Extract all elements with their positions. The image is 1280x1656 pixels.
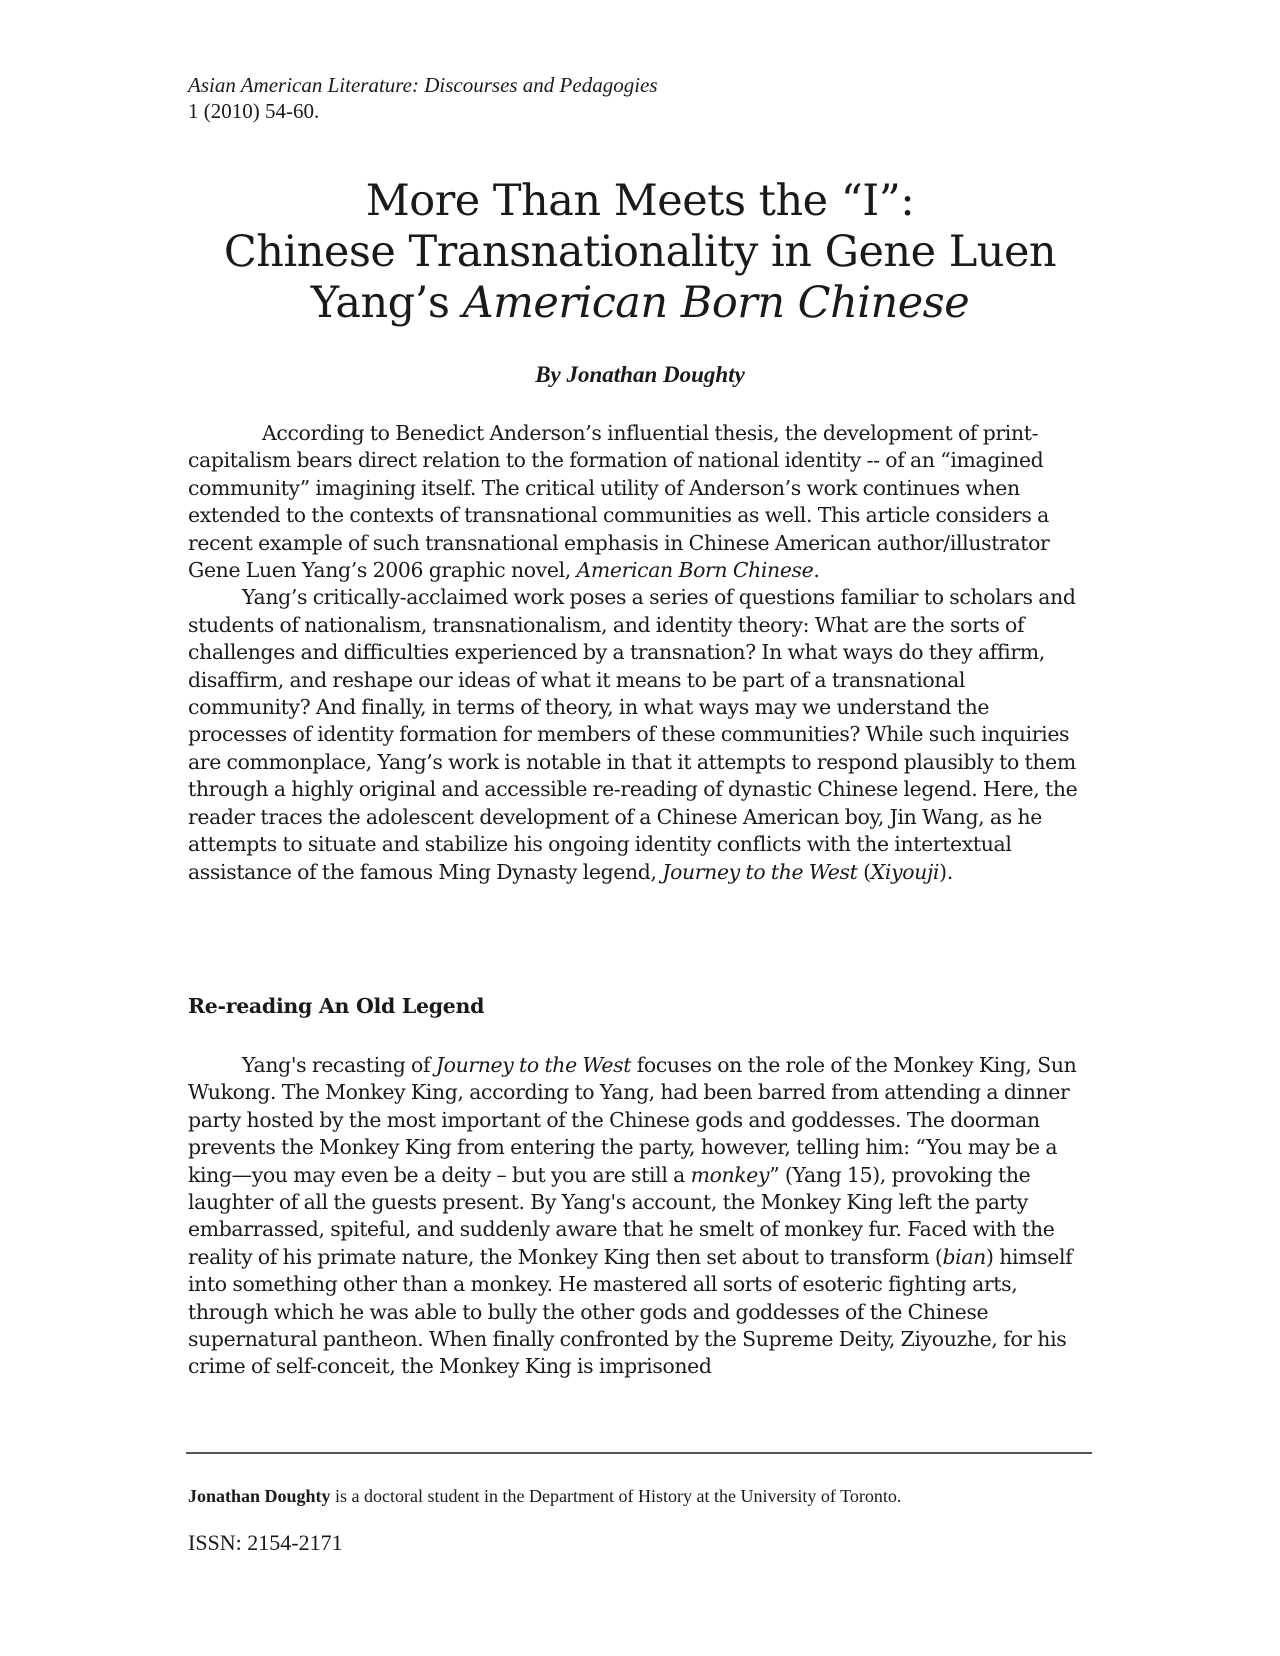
paragraph-3-legend-title: Journey to the West — [435, 1053, 632, 1077]
section-heading: Re-reading An Old Legend — [188, 994, 485, 1018]
journal-title: Asian American Literature: Discourses and Pedagogies — [188, 73, 658, 97]
byline: By Jonathan Doughty — [535, 362, 745, 387]
title-line-3 — [0, 278, 1280, 329]
intro-body — [188, 420, 1090, 886]
footnote-author-name: Jonathan Doughty — [188, 1486, 331, 1506]
paragraph-3-monkey: monkey — [690, 1162, 770, 1187]
paragraph-1-end: . — [813, 558, 820, 583]
footnote-divider — [186, 1452, 1092, 1454]
title-line-2: Chinese Transnationality in Gene Luen — [223, 227, 1057, 277]
issn-number: ISSN: 2154-2171 — [188, 1530, 343, 1555]
title-line-3-prefix: Yang’s — [310, 278, 463, 328]
paragraph-1-book-title: American Born Chinese — [576, 558, 814, 583]
paragraph-2-end: ). — [939, 859, 953, 884]
paragraph-2-chinese-title: Xiyouji — [870, 859, 940, 884]
paragraph-3-b: focuses on the role of the Monkey King, Sun Wukong. The Monkey King, according to Yang, had been barred from attending a dinner party hosted by the most important of the Chinese gods and goddesses. The doorman prevents the Monkey King from entering the party, however, telling him: “You may be a king—you may even be a deity – but you are still a — [188, 1053, 1077, 1187]
paragraph-1-text: According to Benedict Anderson’s influential thesis, the development of print-capitalism bears direct relation to the formation of national identity -- of an “imagined community” imagining itself. The critical utility of Anderson’s work continues when extended to the contexts of transnational communities as well. This article considers a recent example of such transnational emphasis in Chinese American author/illustrator Gene Luen Yang’s 2006 graphic novel, — [188, 421, 1050, 583]
paragraph-3 — [188, 1052, 1090, 1381]
paragraph-3-bian: bian — [942, 1244, 986, 1269]
paragraph-2 — [188, 584, 1090, 885]
paragraph-1 — [188, 420, 1090, 584]
section-body — [188, 1052, 1090, 1381]
article-title — [0, 176, 1280, 329]
title-line-1: More Than Meets the “I”: — [365, 176, 915, 226]
paragraph-2-text: Yang’s critically-acclaimed work poses a series of questions familiar to scholars and students of nationalism, transnationalism, and identity theory: What are the sorts of challenges and difficulties experienced by a transnation? In what ways do they affirm, disaffirm, and reshape our ideas of what it means to be part of a transnational community? And finally, in terms of theory, in what ways may we understand the processes of identity formation for members of these communities? While such inquiries are commonplace, Yang’s work is notable in that it attempts to respond plausibly to them through a highly original and accessible re-reading of dynastic Chinese legend. Here, the reader traces the adolescent development of a Chinese American boy, Jin Wang, as he attempts to situate and stabilize his ongoing identity conflicts with the intertextual assistance of the famous Ming Dynasty legend, — [188, 585, 1078, 884]
journal-header — [188, 72, 658, 124]
paragraph-2-legend-title: Journey to the West — [662, 859, 858, 884]
paragraph-3-a: Yang's recasting of — [242, 1053, 436, 1077]
footnote-author-note: is a doctoral student in the Department of History at the University of Toronto. — [330, 1486, 902, 1506]
journal-citation: 1 (2010) 54-60. — [188, 99, 320, 123]
paragraph-2-mid: ( — [857, 859, 871, 884]
author-footnote — [188, 1486, 901, 1507]
paragraph-3-d: ) himself into something other than a monkey. He mastered all sorts of esoteric fighting arts, through which he was able to bully the other gods and goddesses of the Chinese supernatural pantheon. When finally confronted by the Supreme Deity, Ziyouzhe, for his crime of self-conceit, the Monkey King is imprisoned — [188, 1244, 1073, 1379]
paragraph-3-c: ” (Yang 15), provoking the laughter of all the guests present. By Yang's account, the Monkey King left the party embarrassed, spiteful, and suddenly aware that he smelt of monkey fur. Faced with the reality of his primate nature, the Monkey King then set about to transform ( — [188, 1162, 1055, 1269]
title-line-3-book: American Born Chinese — [462, 278, 970, 328]
